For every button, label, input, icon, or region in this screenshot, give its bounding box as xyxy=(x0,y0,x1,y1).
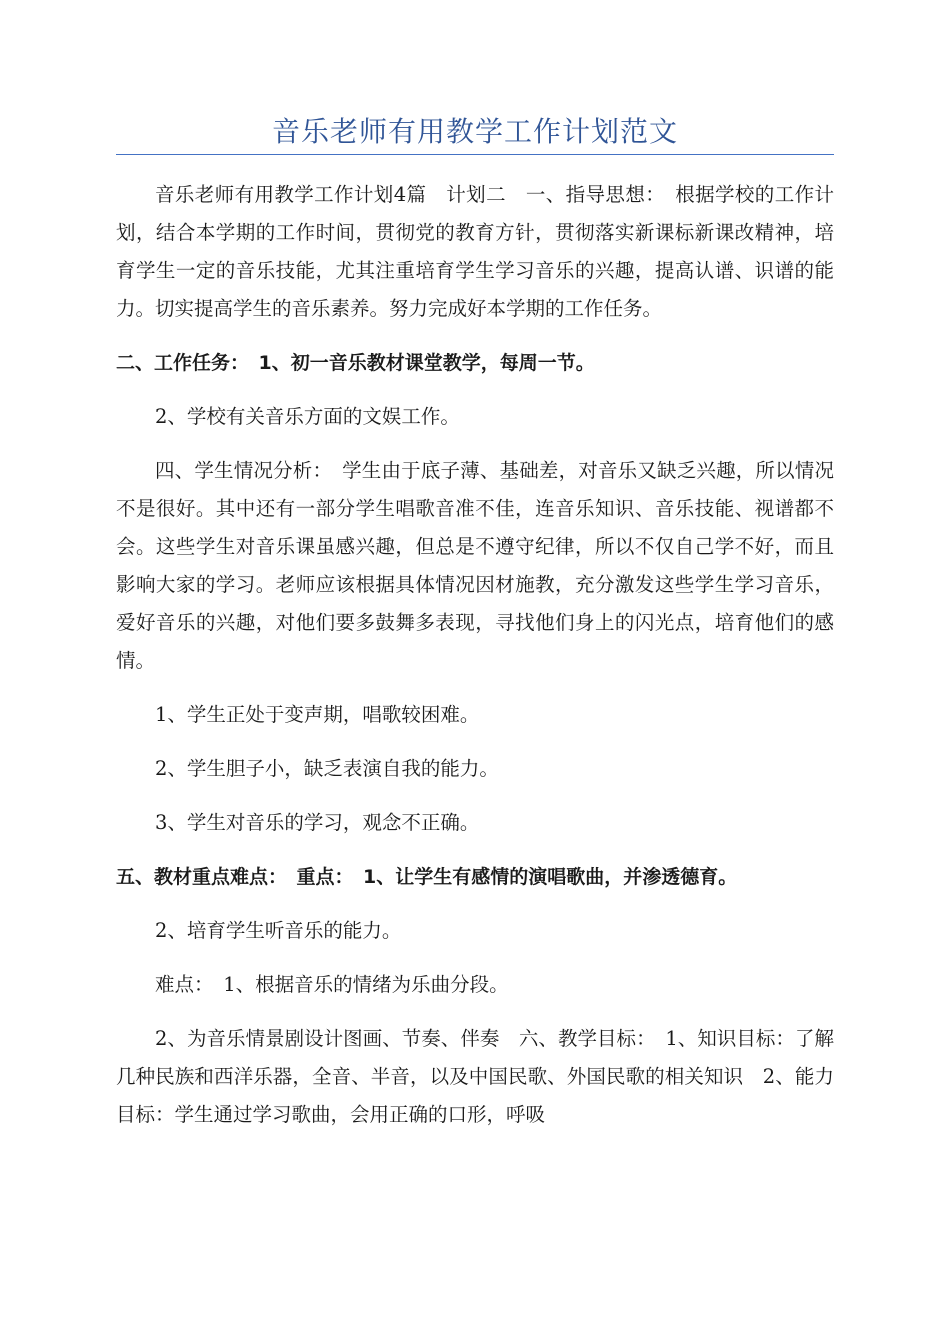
paragraph-student-analysis: 四、学生情况分析： 学生由于底子薄、基础差，对音乐又缺乏兴趣，所以情况不是很好。其中还有一部分学生唱歌音准不佳，连音乐知识、音乐技能、视谱都不会。这些学生对音乐课虽感兴趣，但总是不遵守纪律，所以不仅自己学不好，而且影响大家的学习。老师应该根据具体情况因材施教，充分激发这些学生学习音乐，爱好音乐的兴趣，对他们要多鼓舞多表现，寻找他们身上的闪光点，培育他们的感情。 xyxy=(116,459,834,672)
paragraph-student-point-3: 3、学生对音乐的学习，观念不正确。 xyxy=(155,811,480,834)
paragraph-difficulty-1: 难点： 1、根据音乐的情绪为乐曲分段。 xyxy=(155,973,509,996)
paragraph-key-point-2: 2、培育学生听音乐的能力。 xyxy=(155,919,402,942)
heading-work-tasks: 二、工作任务： 1、初一音乐教材课堂教学，每周一节。 xyxy=(116,352,595,374)
paragraph-student-point-1: 1、学生正处于变声期，唱歌较困难。 xyxy=(155,703,480,726)
document-title: 音乐老师有用教学工作计划范文 xyxy=(271,115,678,148)
document-body xyxy=(116,176,834,1150)
paragraph-guiding-thought: 音乐老师有用教学工作计划4篇 计划二 一、指导思想： 根据学校的工作计划，结合本学期的工作时间，贯彻党的教育方针，贯彻落实新课标新课改精神，培育学生一定的音乐技能，尤其注重培育学生学习音乐的兴趣，提高认谱、识谱的能力。切实提高学生的音乐素养。努力完成好本学期的工作任务。 xyxy=(116,183,834,320)
paragraph-teaching-goals: 2、为音乐情景剧设计图画、节奏、伴奏 六、教学目标： 1、知识目标：了解几种民族和西洋乐器，全音、半音，以及中国民歌、外国民歌的相关知识 2、能力目标：学生通过学习歌曲，会用正确的口形，呼吸 xyxy=(116,1027,834,1126)
heading-key-points: 五、教材重点难点： 重点： 1、让学生有感情的演唱歌曲，并渗透德育。 xyxy=(116,866,738,888)
title-underline xyxy=(116,154,834,155)
paragraph-student-point-2: 2、学生胆子小，缺乏表演自我的能力。 xyxy=(155,757,499,780)
paragraph-task-2: 2、学校有关音乐方面的文娱工作。 xyxy=(155,405,460,428)
